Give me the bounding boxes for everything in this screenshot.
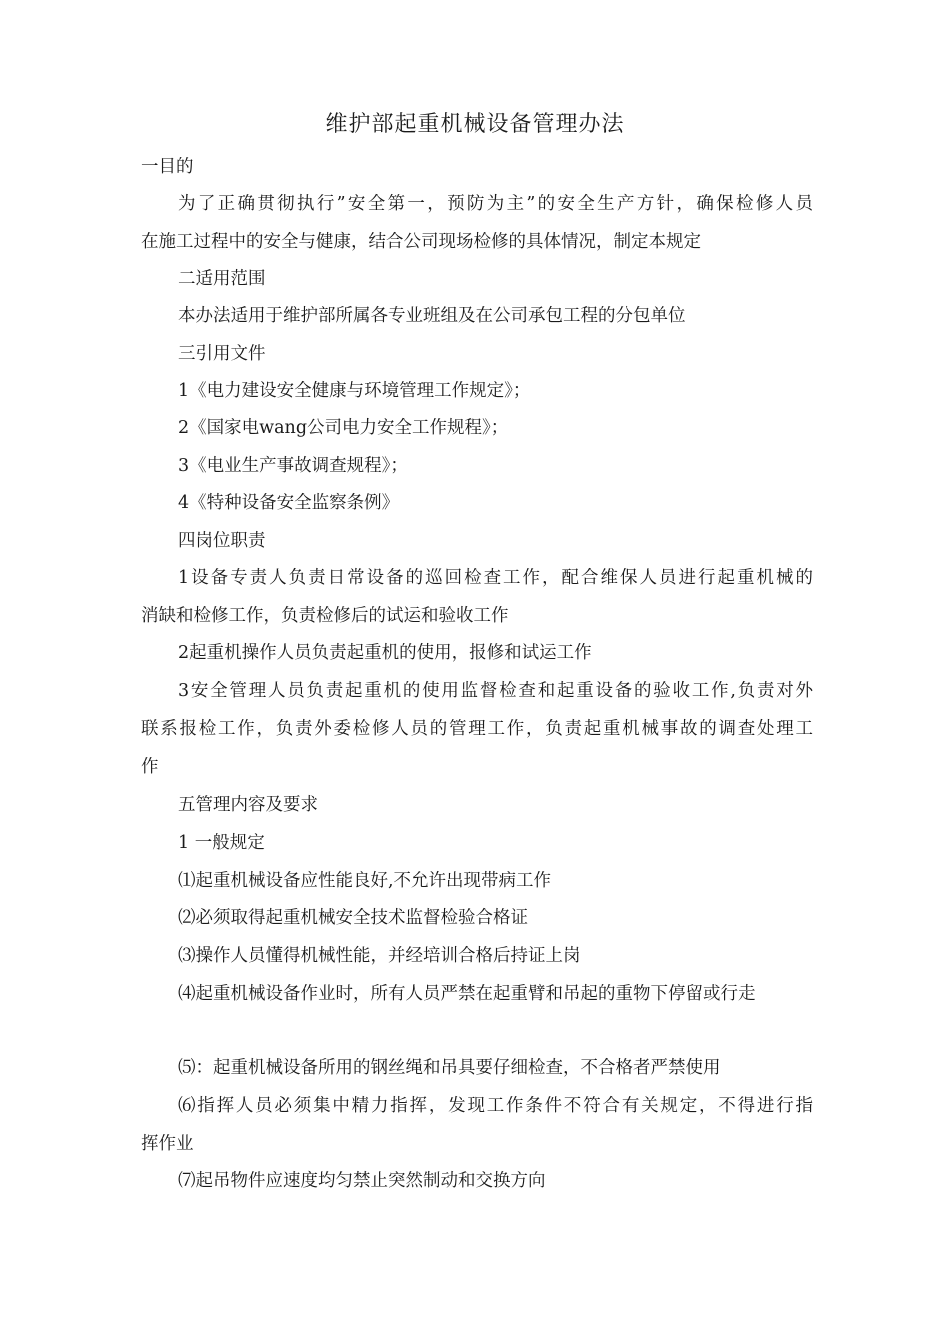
section-heading-responsibilities: 四岗位职责 [178, 531, 266, 551]
subsection-general-rules: 1 一般规定 [178, 833, 265, 853]
document-title: 维护部起重机械设备管理办法 [325, 112, 625, 137]
responsibility-3-line-1: 3安全管理人员负责起重机的使用监督检查和起重设备的验收工作,负责对外 [178, 681, 813, 701]
responsibility-1-line-2: 消缺和检修工作，负责检修后的试运和验收工作 [141, 606, 509, 626]
rule-5: ⑸：起重机械设备所用的钢丝绳和吊具要仔细检查，不合格者严禁使用 [178, 1058, 721, 1078]
reference-item-1: 1《电力建设安全健康与环境管理工作规定》； [178, 381, 531, 401]
responsibility-2: 2起重机操作人员负责起重机的使用，报修和试运工作 [178, 643, 592, 663]
rule-3: ⑶操作人员懂得机械性能，并经培训合格后持证上岗 [178, 946, 581, 966]
scope-paragraph: 本办法适用于维护部所属各专业班组及在公司承包工程的分包单位 [178, 306, 686, 326]
section-heading-purpose: 一目的 [141, 157, 194, 177]
rule-7: ⑺起吊物件应速度均匀禁止突然制动和交换方向 [178, 1171, 546, 1191]
section-heading-scope: 二适用范围 [178, 269, 266, 289]
purpose-paragraph-line-2: 在施工过程中的安全与健康，结合公司现场检修的具体情况，制定本规定 [141, 232, 701, 252]
rule-4: ⑷起重机械设备作业时，所有人员严禁在起重臂和吊起的重物下停留或行走 [178, 984, 756, 1004]
reference-item-2: 2《国家电wang公司电力安全工作规程》； [178, 418, 509, 438]
responsibility-3-line-3: 作 [141, 757, 159, 777]
rule-1: ⑴起重机械设备应性能良好,不允许出现带病工作 [178, 871, 552, 891]
responsibility-3-line-2: 联系报检工作，负责外委检修人员的管理工作，负责起重机械事故的调查处理工 [141, 719, 813, 739]
rule-6-line-1: ⑹指挥人员必须集中精力指挥，发现工作条件不符合有关规定，不得进行指 [178, 1096, 813, 1116]
rule-6-line-2: 挥作业 [141, 1134, 194, 1154]
reference-item-3: 3《电业生产事故调查规程》； [178, 456, 408, 476]
rule-2: ⑵必须取得起重机械安全技术监督检验合格证 [178, 908, 528, 928]
responsibility-1-line-1: 1设备专责人负责日常设备的巡回检查工作，配合维保人员进行起重机械的 [178, 568, 813, 588]
reference-item-4: 4《特种设备安全监察条例》 [178, 493, 400, 513]
section-heading-management: 五管理内容及要求 [178, 795, 318, 815]
section-heading-references: 三引用文件 [178, 344, 266, 364]
purpose-paragraph-line-1: 为了正确贯彻执行”安全第一，预防为主”的安全生产方针，确保检修人员 [178, 194, 813, 214]
